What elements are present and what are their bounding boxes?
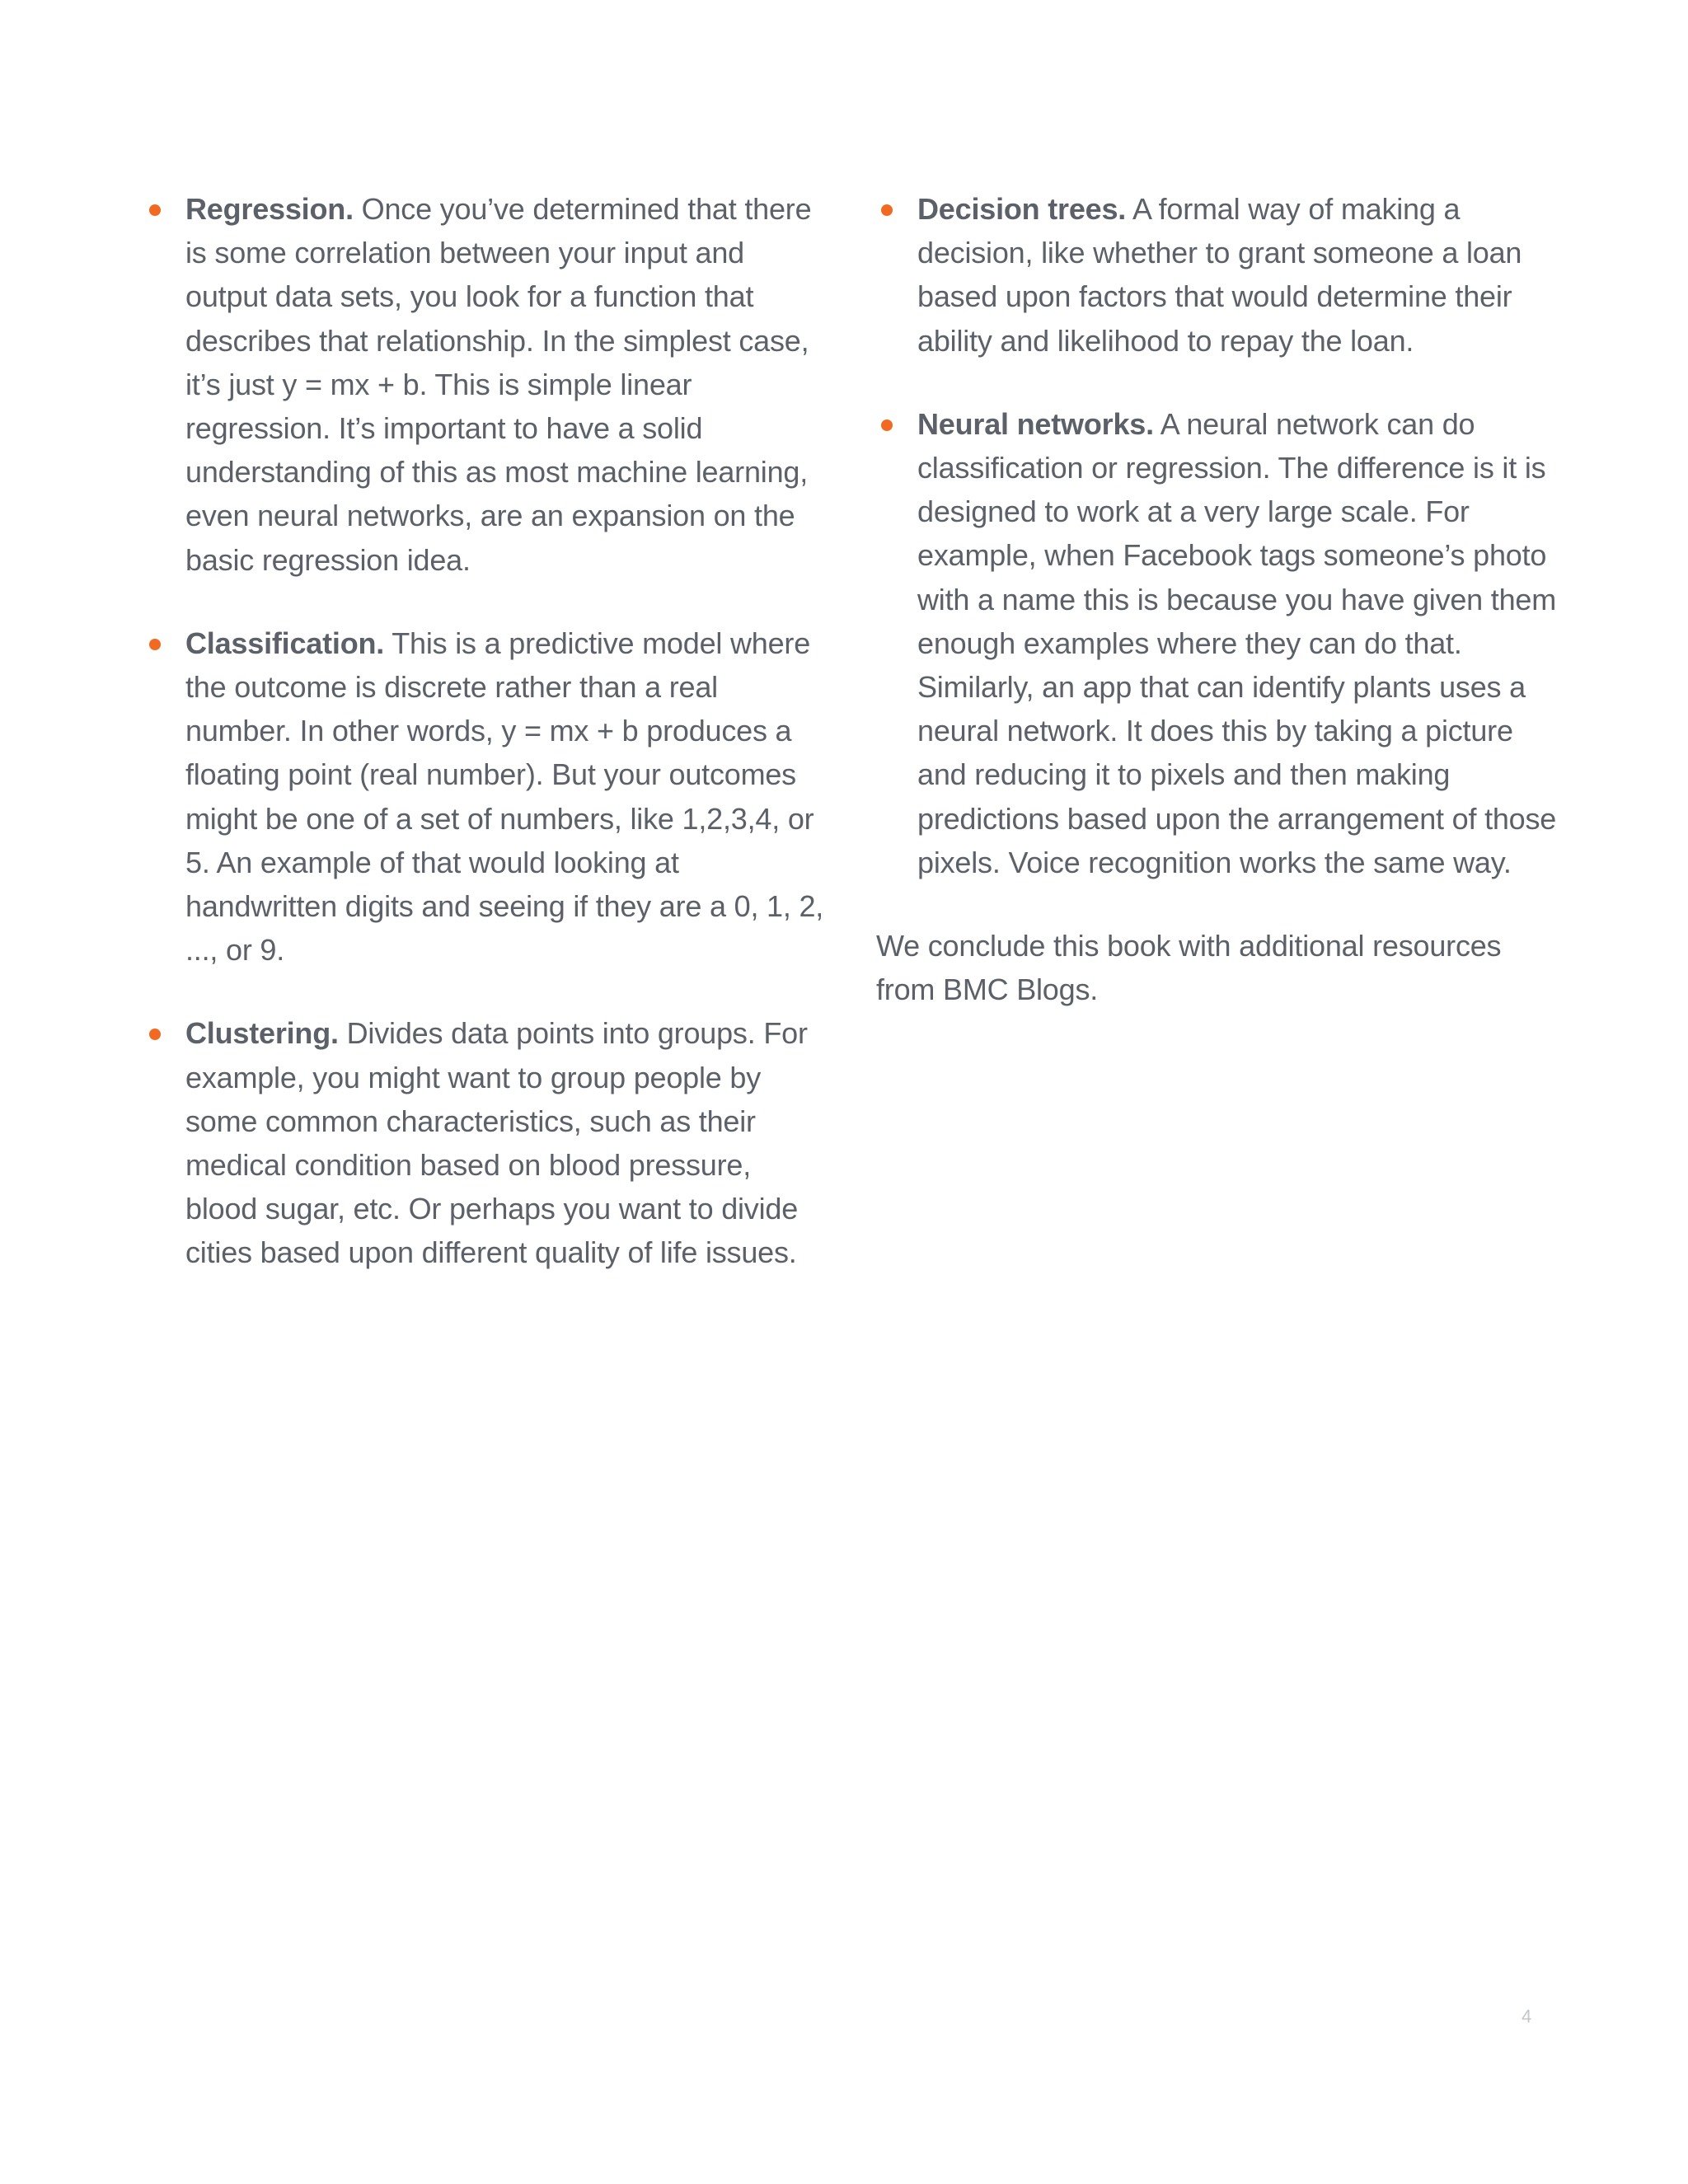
right-bullet-list xyxy=(876,187,1560,884)
list-item-decision-trees xyxy=(876,187,1560,363)
list-item-classification xyxy=(144,621,828,972)
list-item-neural-networks xyxy=(876,402,1560,884)
closing-paragraph: We conclude this book with additional resources from BMC Blogs. xyxy=(876,929,1502,1007)
list-item-regression xyxy=(144,187,828,582)
term-regression: Regression. xyxy=(185,192,354,226)
term-neural-networks: Neural networks. xyxy=(917,406,1154,441)
description-regression: Once you’ve determined that there is some correlation between your input and output data sets, you look for a function that describes that relationship. In the simplest case, it’s just y = mx + b. This is simple linear regression. It’s important to have a solid understanding of this as most machine learning, even neural networks, are an expansion on the basic regression idea. xyxy=(185,192,812,577)
term-classification: Classification. xyxy=(185,626,385,660)
list-item-clustering xyxy=(144,1011,828,1274)
bullet-dot-icon xyxy=(149,639,161,650)
description-decision-trees: A formal way of making a decision, like whether to grant someone a loan based upon factors that would determine their ability and likelihood to repay the loan. xyxy=(917,192,1522,358)
description-classification: This is a predictive model where the outcome is discrete rather than a real number. In other words, y = mx + b produces a floating point (real number). But your outcomes might be one of a set of numbers, like 1,2,3,4, or 5. An example of that would looking at handwritten digits and seeing if they are a 0, 1, 2, ..., or 9. xyxy=(185,626,824,968)
bullet-dot-icon xyxy=(881,419,893,431)
left-bullet-list xyxy=(144,187,828,1275)
bullet-dot-icon xyxy=(149,1029,161,1040)
page-number: 4 xyxy=(1522,2006,1532,2027)
description-neural-networks: A neural network can do classification or regression. The difference is it is designed to work at a very large scale. For example, when Facebook tags someone’s photo with a name this is because you have given them enough examples where they can do that. Similarly, an app that can identify plants uses a neural network. It does this by taking a picture and reducing it to pixels and then making predictions based upon the arrangement of those pixels. Voice recognition works the same way. xyxy=(917,406,1557,879)
bullet-dot-icon xyxy=(149,204,161,216)
left-column xyxy=(144,187,828,1315)
term-clustering: Clustering. xyxy=(185,1016,339,1051)
bullet-dot-icon xyxy=(881,204,893,216)
term-decision-trees: Decision trees. xyxy=(917,192,1127,226)
right-column xyxy=(876,187,1560,1011)
description-clustering: Divides data points into groups. For example, you might want to group people by some common characteristics, such as their medical condition based on blood pressure, blood sugar, etc. Or perhaps you want to divide cities based upon different quality of life issues. xyxy=(185,1016,808,1270)
